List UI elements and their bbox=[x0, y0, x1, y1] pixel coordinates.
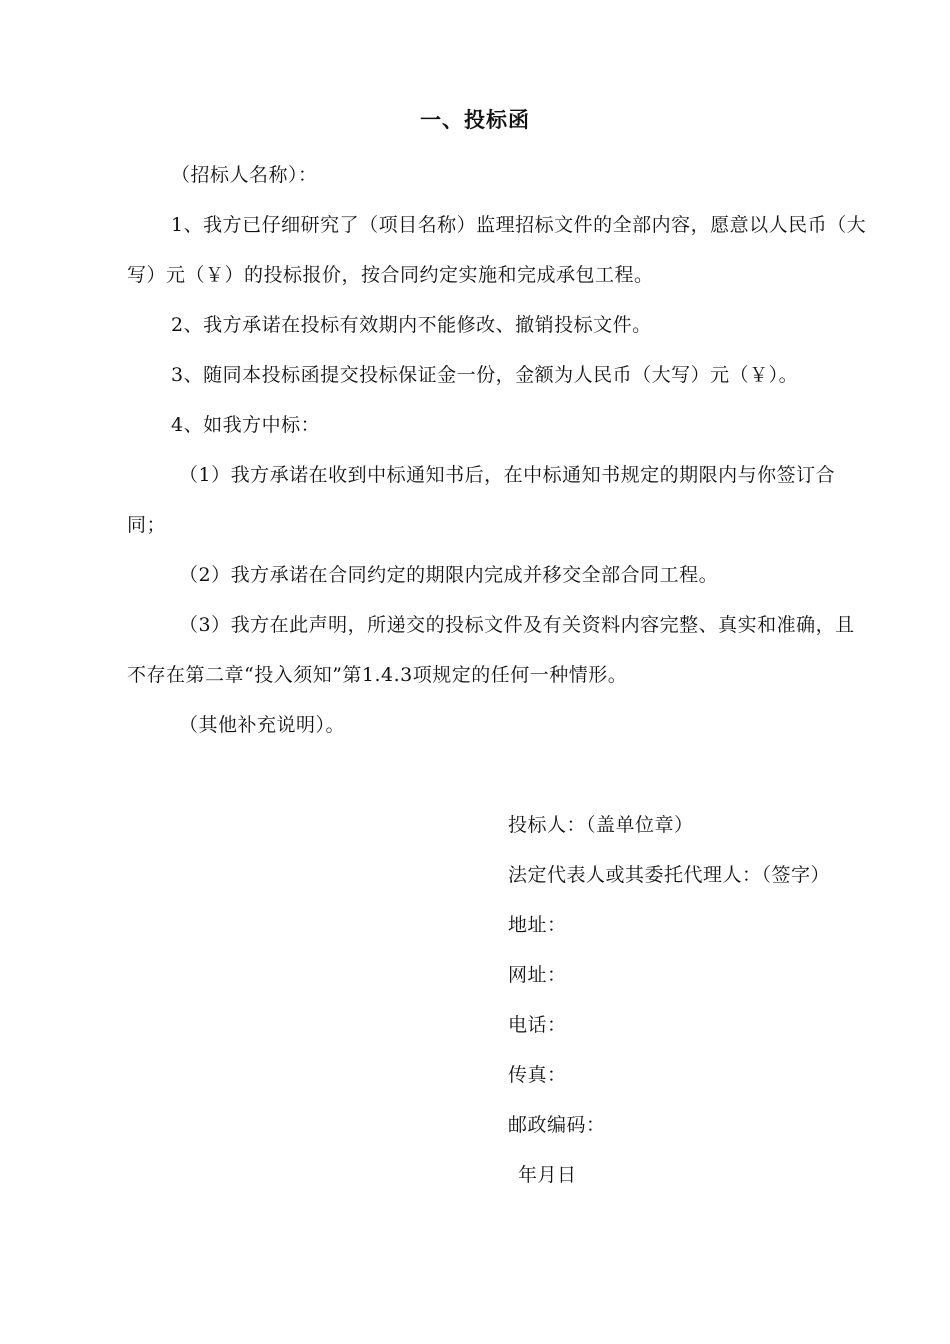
postcode-line: 邮政编码： bbox=[508, 1114, 606, 1136]
supplement-line: （其他补充说明）。 bbox=[179, 714, 346, 736]
sub-item-3: （3）我方在此声明，所递交的投标文件及有关资料内容完整、真实和准确，且不存在第二章“投入须知”第1.4.3项规定的任何一种情形。 bbox=[127, 614, 855, 686]
phone-line: 电话： bbox=[508, 1014, 567, 1036]
address-line: 地址： bbox=[508, 914, 567, 936]
paragraph-4: 4、如我方中标： bbox=[171, 414, 321, 436]
date-line: 年月日 bbox=[518, 1164, 577, 1186]
sub-item-2: （2）我方承诺在合同约定的期限内完成并移交全部合同工程。 bbox=[179, 564, 719, 586]
paragraph-2: 2、我方承诺在投标有效期内不能修改、撤销投标文件。 bbox=[171, 314, 652, 336]
addressee-line: （招标人名称）： bbox=[171, 164, 318, 186]
sub-item-1: （1）我方承诺在收到中标通知书后，在中标通知书规定的期限内与你签订合同； bbox=[127, 464, 836, 536]
bidder-line: 投标人：（盖单位章） bbox=[508, 814, 694, 836]
paragraph-1: 1、我方已仔细研究了（项目名称）监理招标文件的全部内容，愿意以人民币（大写）元（￥）的投标报价，按合同约定实施和完成承包工程。 bbox=[127, 214, 867, 286]
website-line: 网址： bbox=[508, 964, 567, 986]
document-title: 一、投标函 bbox=[420, 108, 530, 132]
representative-line: 法定代表人或其委托代理人：（签字） bbox=[508, 864, 831, 886]
paragraph-3: 3、随同本投标函提交投标保证金一份，金额为人民币（大写）元（￥）。 bbox=[171, 364, 799, 386]
fax-line: 传真： bbox=[508, 1064, 567, 1086]
letter-body bbox=[127, 150, 867, 750]
signature-block bbox=[508, 800, 908, 1200]
